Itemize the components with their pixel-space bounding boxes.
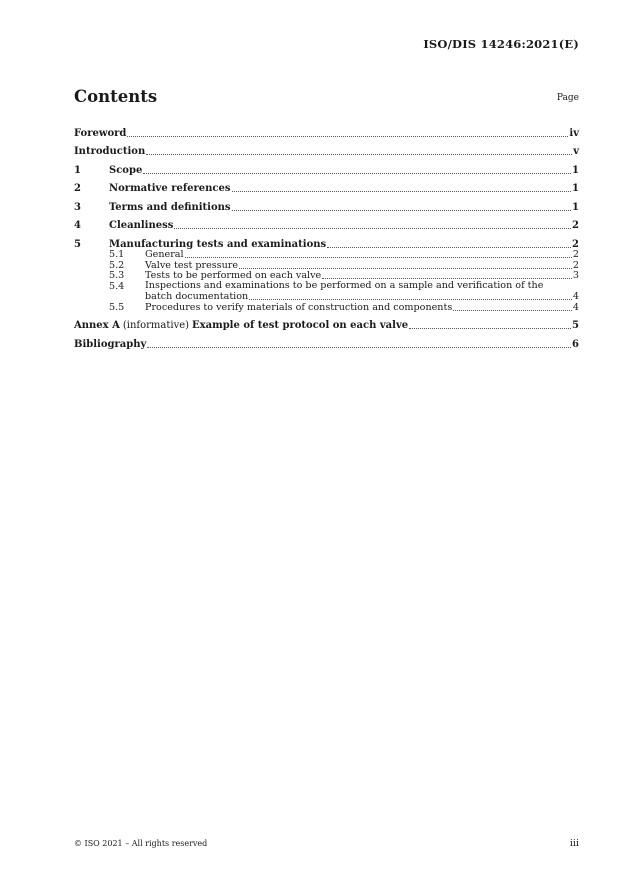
toc-entry-introduction[interactable] <box>74 139 579 158</box>
toc-section-number: 1 <box>74 164 81 176</box>
toc-entry-bibliography[interactable] <box>74 331 579 350</box>
toc-entry-scope[interactable] <box>74 157 579 176</box>
toc-page-number: 2 <box>572 259 579 271</box>
dot-leader <box>409 328 571 329</box>
toc-page-number: 1 <box>572 201 579 213</box>
dot-leader <box>327 247 571 248</box>
toc-page-number: 2 <box>572 249 579 260</box>
toc-entry-procedures-materials[interactable] <box>74 302 579 313</box>
toc-title: Introduction <box>74 146 146 157</box>
toc-title: Example of test protocol on each valve <box>192 320 409 331</box>
toc-section-number: 5.3 <box>109 270 125 281</box>
dot-leader <box>453 310 572 311</box>
toc-section-number: 5.2 <box>109 259 125 271</box>
toc-entry-general[interactable] <box>74 250 579 261</box>
page-column-label: Page <box>556 93 579 103</box>
toc-section-number: 5.1 <box>109 249 125 260</box>
toc-page-number: 6 <box>572 338 579 350</box>
toc-title: General <box>145 249 184 260</box>
toc-entry-valve-test-pressure[interactable] <box>74 260 579 271</box>
toc-title-line1: Inspections and examinations to be performed on a sample and verification of the <box>145 280 544 291</box>
toc-title: Procedures to verify materials of construction and components <box>145 301 453 313</box>
dot-leader <box>185 257 572 258</box>
toc-section-number: 5.4 <box>109 281 125 292</box>
toc-page-number: 5 <box>572 320 579 331</box>
toc-title: Bibliography <box>74 338 147 350</box>
toc-title: Valve test pressure <box>145 259 239 271</box>
toc-title: Normative references <box>109 183 231 194</box>
dot-leader <box>143 173 571 174</box>
toc-page-number: iv <box>569 127 579 139</box>
page-number-footer: iii <box>569 838 579 849</box>
toc-page-number: 4 <box>572 291 579 302</box>
toc-title-line2: batch documentation <box>145 291 249 302</box>
toc-entry-manufacturing-tests[interactable] <box>74 231 579 250</box>
toc-section-number: 5.5 <box>109 301 125 313</box>
document-id-header: ISO/DIS 14246:2021(E) <box>423 37 579 51</box>
dot-leader <box>249 299 572 300</box>
toc-title: Foreword <box>74 127 127 139</box>
toc-section-number: 5 <box>74 238 81 250</box>
toc-section-number: 2 <box>74 183 81 194</box>
annex-label: Annex A <box>74 320 120 331</box>
toc-page-number: 3 <box>572 270 579 281</box>
toc-page-number: 2 <box>572 238 579 250</box>
toc-title: Tests to be performed on each valve <box>145 270 322 281</box>
toc-entry-cleanliness[interactable] <box>74 213 579 232</box>
toc-entry-terms-definitions[interactable] <box>74 194 579 213</box>
toc-page-number: 2 <box>572 220 579 231</box>
table-of-contents <box>74 120 579 350</box>
toc-entry-annex-a[interactable] <box>74 313 579 332</box>
toc-section-number: 3 <box>74 201 81 213</box>
dot-leader <box>232 191 572 192</box>
toc-entry-foreword[interactable] <box>74 120 579 139</box>
toc-title: Scope <box>109 164 143 176</box>
page-title: Contents <box>74 87 158 106</box>
dot-leader <box>147 347 571 348</box>
dot-leader <box>322 278 572 279</box>
copyright-footer: © ISO 2021 – All rights reserved <box>74 839 208 848</box>
annex-informative-label: (informative) <box>122 320 190 331</box>
toc-entry-inspections-examinations[interactable] <box>74 281 579 302</box>
toc-title: Cleanliness <box>109 220 174 231</box>
toc-page-number: 4 <box>572 301 579 313</box>
toc-section-number: 4 <box>74 220 81 231</box>
dot-leader <box>146 154 572 155</box>
toc-page-number: 1 <box>572 164 579 176</box>
toc-title: Terms and definitions <box>109 201 231 213</box>
dot-leader <box>239 268 572 269</box>
dot-leader <box>174 228 571 229</box>
toc-page-number: 1 <box>572 183 579 194</box>
dot-leader <box>127 136 568 137</box>
toc-entry-normative-references[interactable] <box>74 176 579 195</box>
toc-page-number: v <box>573 146 579 157</box>
dot-leader <box>232 210 572 211</box>
toc-title: Manufacturing tests and examinations <box>109 238 327 250</box>
